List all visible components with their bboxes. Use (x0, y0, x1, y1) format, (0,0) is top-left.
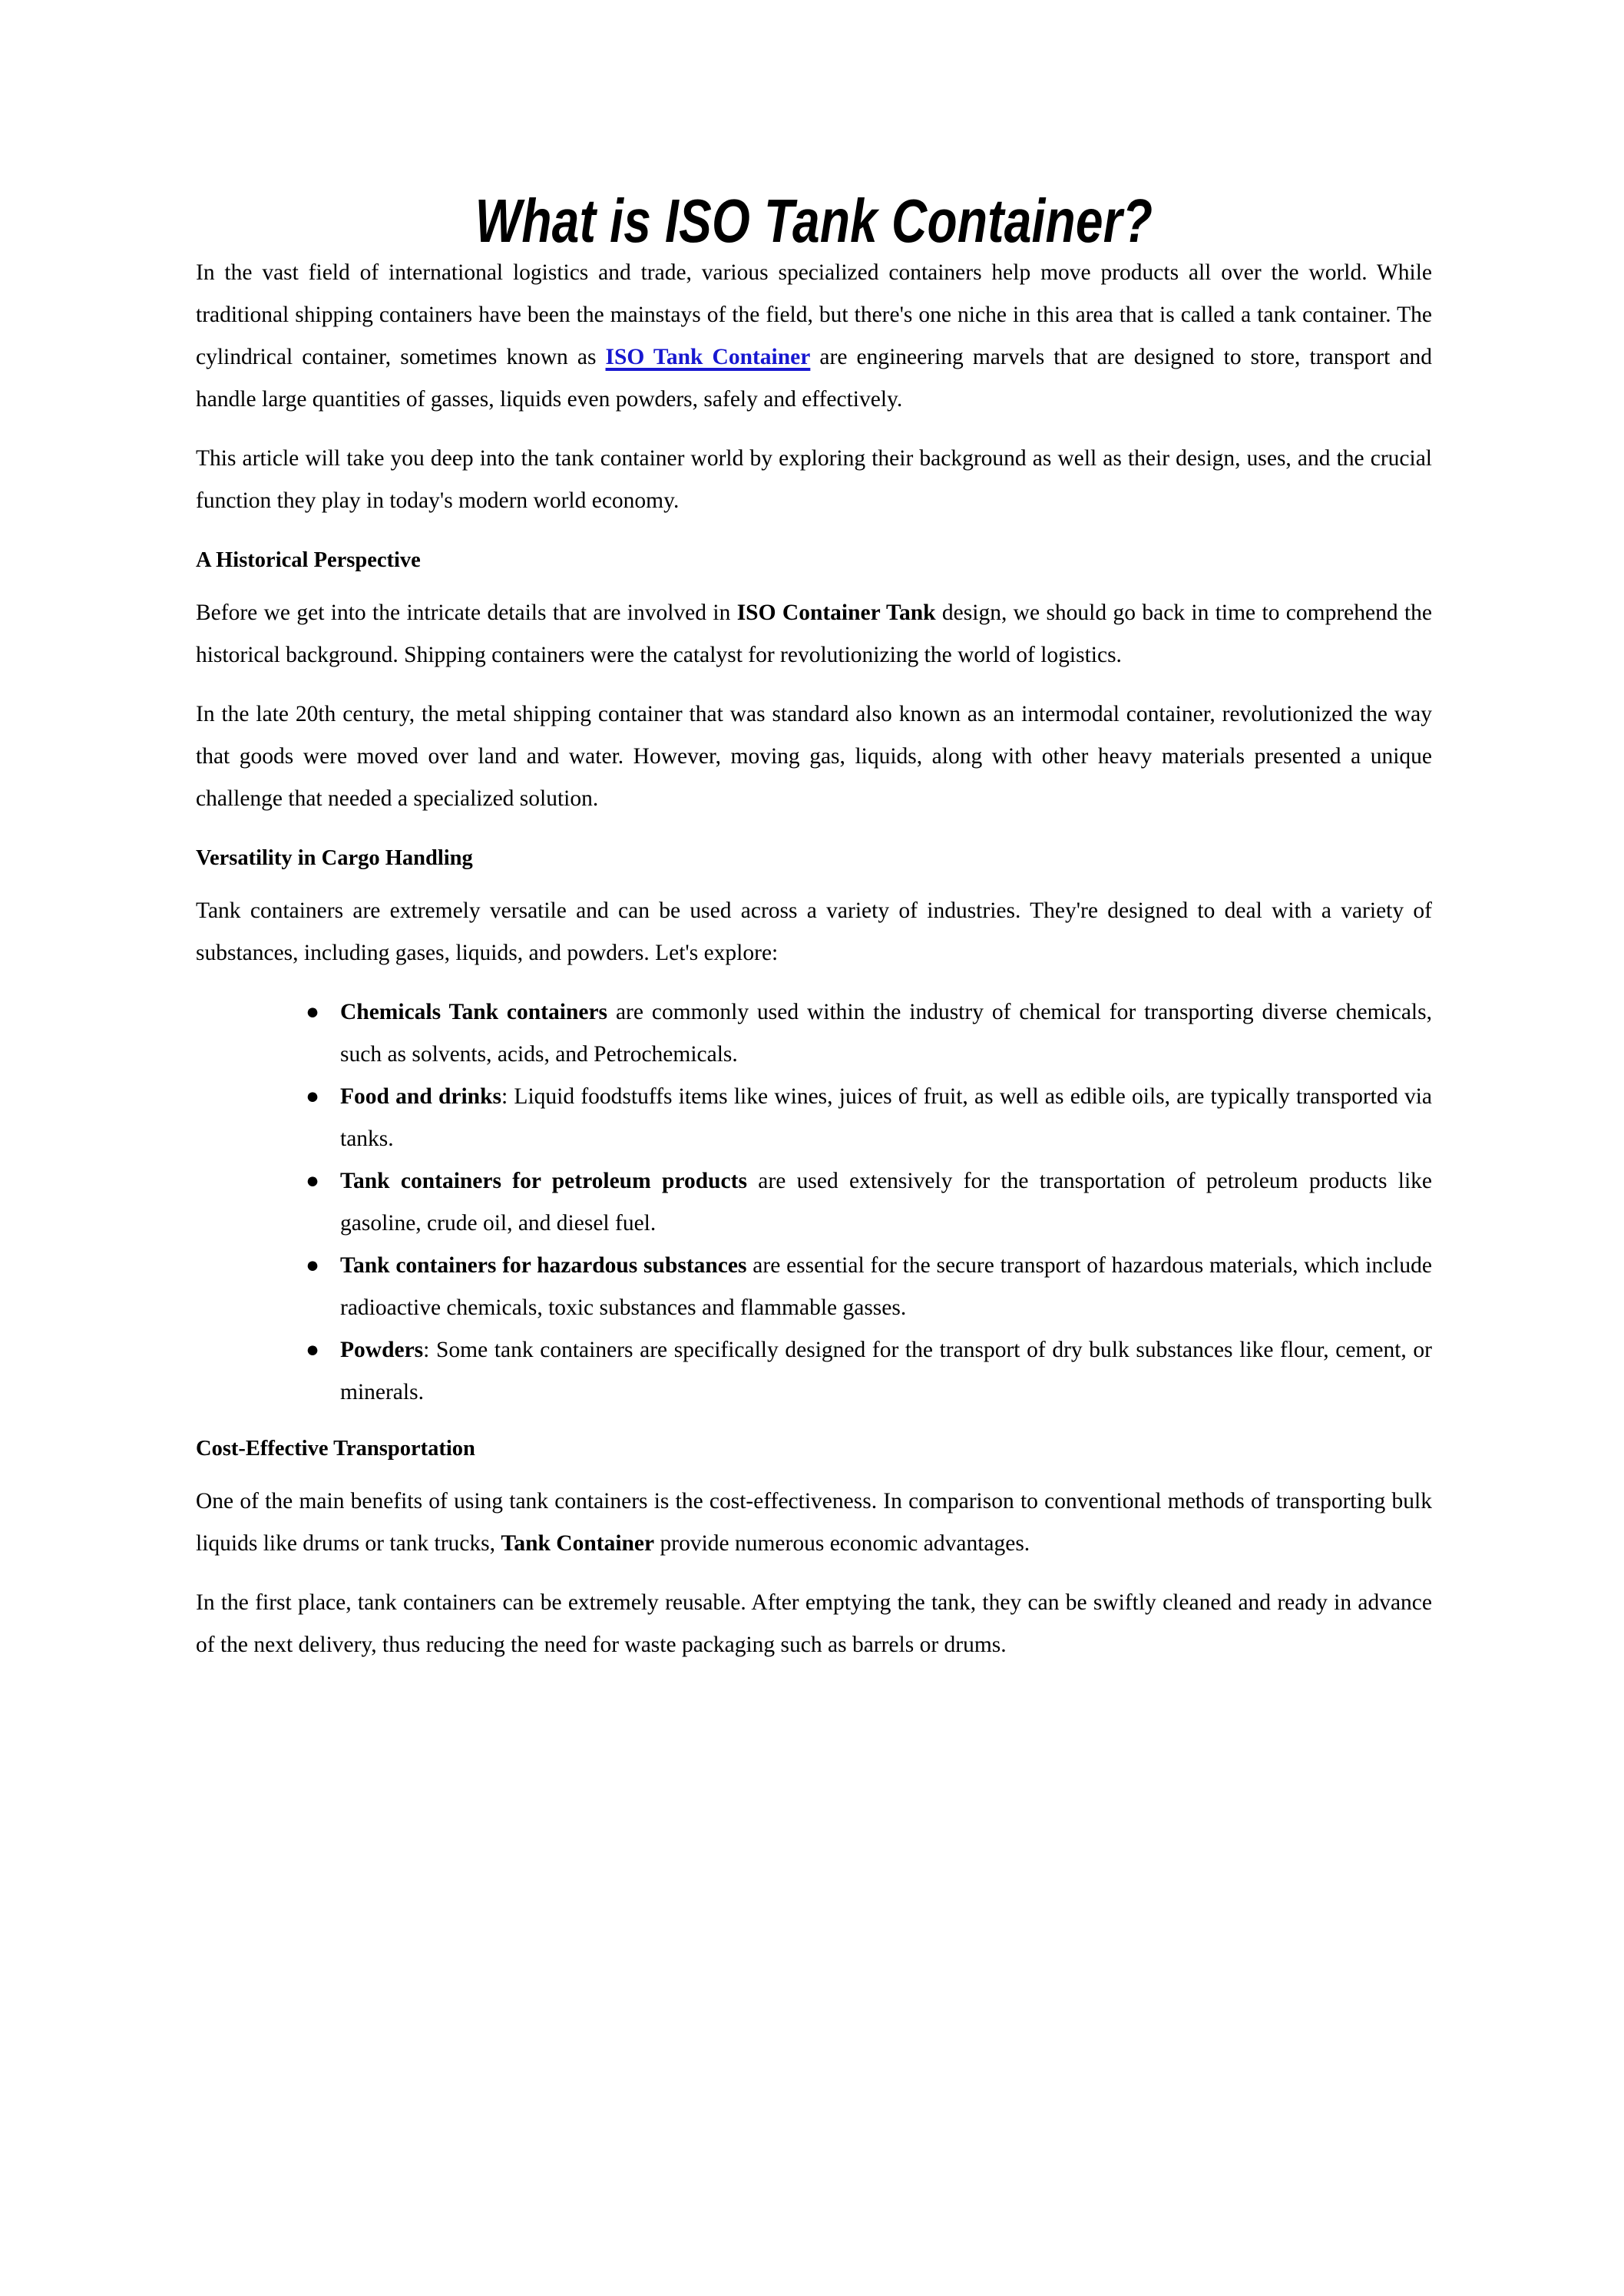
paragraph-versatility-intro: Tank containers are extremely versatile and can be used across a variety of industries. They're designed to deal with a variety of substances, including gases, liquids, and powders. Let's explore: (196, 898, 1432, 965)
bullet-icon: ● (306, 1000, 319, 1024)
list-item (196, 1245, 1432, 1329)
list-item-text (340, 1160, 1432, 1245)
paragraph-historical-1 (196, 592, 1432, 677)
list-item (196, 991, 1432, 1076)
list-item (196, 1076, 1432, 1160)
list-item-label: Chemicals Tank containers (340, 1000, 608, 1024)
heading-historical-perspective: A Historical Perspective (196, 548, 421, 572)
list-item-text (340, 1329, 1432, 1414)
list-item (196, 1160, 1432, 1245)
list-item-description: : Some tank containers are specifically designed for the transport of dry bulk substances like flour, cement, or minerals. (340, 1338, 1432, 1404)
tank-container-bold: Tank Container (501, 1531, 655, 1556)
heading-cost-effective-transportation: Cost-Effective Transportation (196, 1437, 475, 1461)
list-item (196, 1329, 1432, 1414)
bullet-icon: ● (306, 1338, 319, 1362)
iso-container-tank-bold: ISO Container Tank (736, 600, 936, 625)
list-item-label: Tank containers for petroleum products (340, 1169, 747, 1193)
paragraph-overview: This article will take you deep into the tank container world by exploring their background as well as their design, uses, and the crucial function they play in today's modern world economy. (196, 446, 1432, 513)
list-item-text (340, 1245, 1432, 1329)
paragraph-cost-1-before: One of the main benefits of using tank containers is the cost-effectiveness. In comparison to conventional methods of transporting bulk liquids like drums or tank trucks, (196, 1489, 1432, 1556)
iso-tank-container-link[interactable]: ISO Tank Container (605, 345, 811, 369)
paragraph-historical-2: In the late 20th century, the metal shipping container that was standard also known as an intermodal container, revolutionized the way that goods were moved over land and water. However, moving gas, liquids, along with other heavy materials presented a unique challenge that needed a specialized solution. (196, 702, 1432, 811)
paragraph-intro-text-after: are engineering marvels that are designed to store, transport and handle large quantities of gasses, liquids even powders, safely and effectively. (196, 345, 1432, 412)
list-item-text (340, 991, 1432, 1076)
list-item-description: are commonly used within the industry of chemical for transporting diverse chemicals, such as solvents, acids, and Petrochemicals. (340, 1000, 1432, 1067)
list-item-description: are used extensively for the transportation of petroleum products like gasoline, crude oil, and diesel fuel. (340, 1169, 1432, 1236)
heading-versatility-cargo-handling: Versatility in Cargo Handling (196, 846, 473, 870)
page-title: What is ISO Tank Container? (475, 187, 1153, 255)
document-content (196, 0, 1432, 1683)
list-item-label: Powders (340, 1338, 424, 1362)
bullet-icon: ● (306, 1253, 319, 1278)
bullet-icon: ● (306, 1169, 319, 1193)
paragraph-cost-1 (196, 1480, 1432, 1565)
list-item-description: : Liquid foodstuffs items like wines, juices of fruit, as well as edible oils, are typically transported via tanks. (340, 1084, 1433, 1151)
list-item-description: are essential for the secure transport of hazardous materials, which include radioactive chemicals, toxic substances and flammable gasses. (340, 1253, 1432, 1320)
cargo-types-list (196, 991, 1432, 1414)
paragraph-historical-1-before: Before we get into the intricate details that are involved in (196, 600, 737, 625)
paragraph-historical-1-after: design, we should go back in time to comprehend the historical background. Shipping containers were the catalyst for revolutionizing the world of logistics. (196, 600, 1433, 667)
paragraph-cost-1-after: provide numerous economic advantages. (654, 1531, 1030, 1556)
paragraph-intro (196, 252, 1432, 421)
bullet-icon: ● (306, 1084, 319, 1109)
list-item-text (340, 1076, 1432, 1160)
list-item-label: Food and drinks (340, 1084, 501, 1109)
paragraph-intro-text-before: In the vast field of international logistics and trade, various specialized containers help move products all over the world. While traditional shipping containers have been the mainstays of the field, but there's one niche in this area that is called a tank container. The cylindrical container, sometimes known as (196, 260, 1432, 369)
paragraph-cost-2: In the first place, tank containers can be extremely reusable. After emptying the tank, they can be swiftly cleaned and ready in advance of the next delivery, thus reducing the need for waste packaging such as barrels or drums. (196, 1590, 1432, 1657)
list-item-label: Tank containers for hazardous substances (340, 1253, 747, 1278)
